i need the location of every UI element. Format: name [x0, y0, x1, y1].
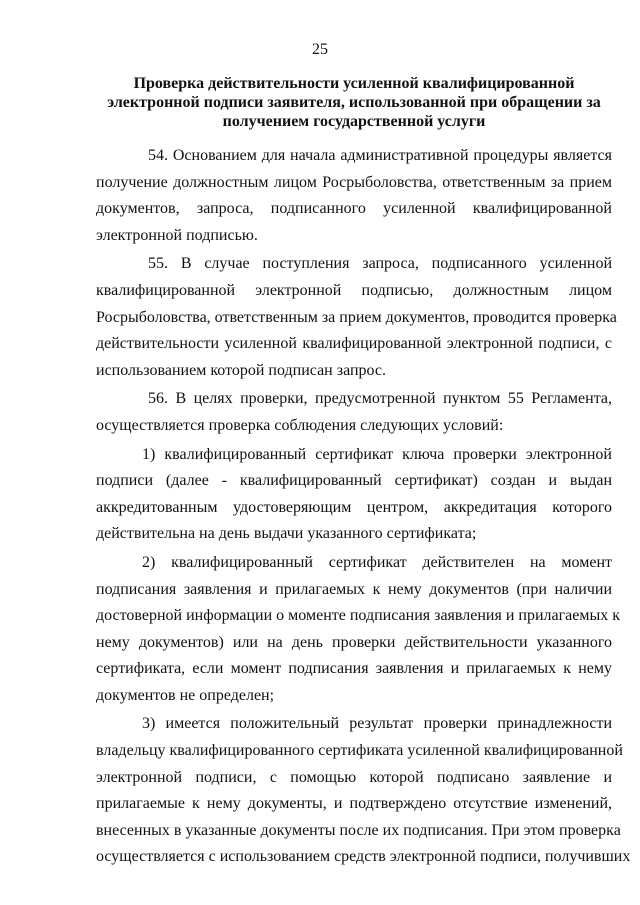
text-line: получение должностным лицом Росрыболовства, ответственным за прием: [96, 173, 612, 191]
list-item-3: [96, 711, 631, 871]
text-line: Росрыболовства, ответственным за прием документов, проводится проверка: [96, 308, 617, 326]
text-line: 55. В случае поступления запроса, подписанного усиленной: [148, 255, 612, 273]
text-line: сертификата, если момент подписания заявления и прилагаемых к нему: [96, 660, 612, 678]
text-line: 56. В целях проверки, предусмотренной пунктом 55 Регламента,: [148, 390, 612, 408]
section-heading: [96, 74, 612, 131]
text-line: действительна на день выдачи указанного сертификата;: [96, 525, 477, 543]
text-line: осуществляется проверка соблюдения следующих условий:: [96, 416, 504, 434]
text-line: документов не определен;: [96, 686, 275, 704]
heading-line: Проверка действительности усиленной квалифицированной: [133, 75, 575, 92]
text-line: электронной подписью.: [96, 226, 258, 244]
text-line: использованием которой подписан запрос.: [96, 361, 387, 379]
text-line: прилагаемые к нему документы, и подтверждено отсутствие изменений,: [96, 795, 612, 813]
text-line: электронной подписи, с помощью которой подписано заявление и: [96, 768, 612, 786]
heading-line: электронной подписи заявителя, использованной при обращении за: [107, 94, 601, 111]
document-body: [96, 143, 631, 871]
paragraph-56: [96, 386, 612, 439]
text-line: 54. Основанием для начала административной процедуры является: [148, 147, 612, 164]
text-line: действительности усиленной квалифицированной электронной подписи, с: [96, 335, 612, 353]
text-line: внесенных в указанные документы после их подписания. При этом проверка: [96, 821, 621, 839]
text-line: аккредитованным удостоверяющим центром, аккредитация которого: [96, 498, 612, 516]
text-line: 1) квалифицированный сертификат ключа проверки электронной: [142, 445, 612, 463]
text-line: 3) имеется положительный результат проверки принадлежности: [142, 715, 612, 733]
list-item-1: [96, 442, 612, 548]
text-line: документов, запроса, подписанного усиленной квалифицированной: [96, 200, 612, 218]
text-line: подписания заявления и прилагаемых к нему документов (при наличии: [96, 580, 612, 598]
paragraph-54: [96, 143, 612, 249]
heading-line: получением государственной услуги: [222, 113, 486, 130]
text-line: осуществляется с использованием средств электронной подписи, получивших: [96, 848, 631, 866]
text-line: владельцу квалифицированного сертификата усиленной квалифицированной: [96, 742, 623, 760]
list-item-2: [96, 550, 620, 710]
text-line: подписи (далее - квалифицированный сертификат) создан и выдан: [96, 472, 612, 490]
page-number: 25: [312, 41, 328, 58]
text-line: достоверной информации о моменте подписания заявления и прилагаемых к: [96, 607, 620, 625]
paragraph-55: [96, 251, 617, 384]
text-line: квалифицированной электронной подписью, должностным лицом: [96, 281, 612, 299]
text-line: 2) квалифицированный сертификат действителен на момент: [142, 553, 612, 571]
text-line: нему документов) или на день проверки действительности указанного: [96, 633, 612, 651]
